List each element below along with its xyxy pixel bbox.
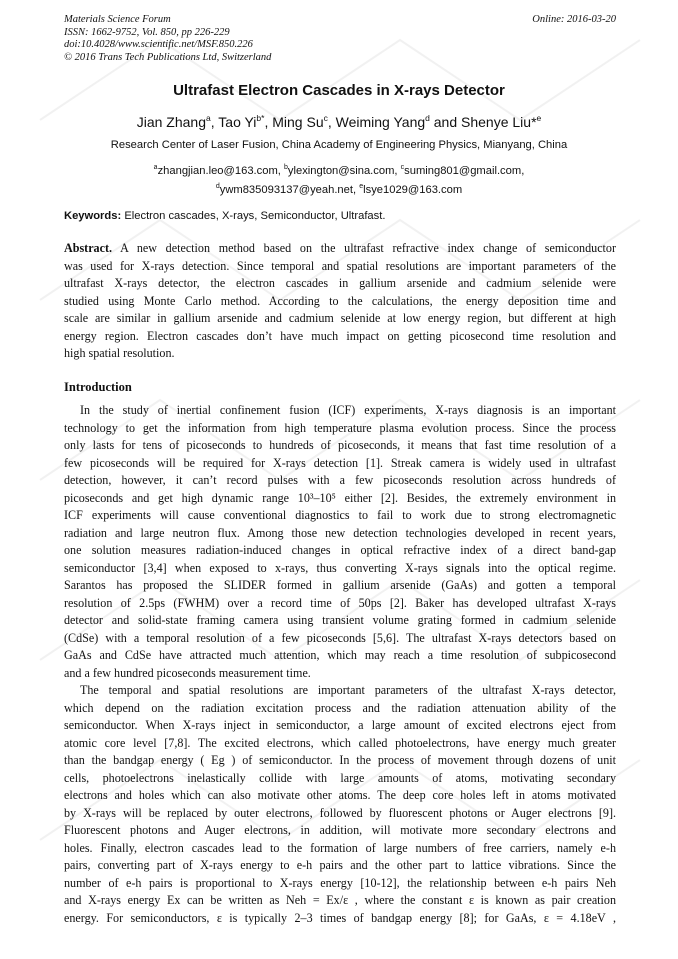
introduction-line: pairs, converting part of X-rays energy to e-h pairs and the other part to lattice vibrations. Since the: [64, 858, 616, 872]
journal-header: [64, 14, 271, 64]
introduction-line: ICF experiments will cause conventional diagnostics to fail to work due to strong electromagnetic: [64, 508, 616, 522]
author-mark: a: [206, 113, 211, 123]
introduction-line: cells, photoelectrons inelastically collide with large amounts of atoms, motivating secondary: [64, 770, 616, 785]
introduction-line: detector and solid-state framing camera using transient volume grating formed in cadmium selenide: [64, 613, 616, 627]
paper-title: Ultrafast Electron Cascades in X-rays Detector: [173, 82, 505, 99]
affiliation: Research Center of Laser Fusion, China Academy of Engineering Physics, Mianyang, China: [110, 139, 568, 151]
author-name: Tao Yi: [218, 114, 257, 130]
email-address[interactable]: zhangjian.leo@163.com: [157, 165, 278, 177]
introduction-line: semiconductor. When X-rays inject in semiconductor, a large amount of excited electrons eject from: [64, 718, 616, 732]
doi-line: doi:10.4028/www.scientific.net/MSF.850.226: [64, 39, 253, 50]
email-address[interactable]: ywm835093137@yeah.net: [219, 184, 353, 196]
introduction-line: energy. For semiconductors, ε is typically 2–3 times of bandgap energy [8]; for GaAs, ε = 4.18eV ,: [64, 910, 616, 925]
email-address[interactable]: ylexington@sina.com: [287, 165, 395, 177]
abstract-line: was used for X-rays detection. Since temporal and spatial resolutions are important parameters of the: [64, 258, 616, 273]
abstract-line: studied using Monte Carlo method. According to the calculations, the energy deposition time and: [64, 293, 616, 308]
introduction-line: technology to get the information from high temperature plasma evolution process. Since the process: [64, 420, 616, 435]
issn-line: ISSN: 1662-9752, Vol. 850, pp 226-229: [64, 26, 230, 38]
abstract: [64, 240, 616, 363]
abstract-line: scale are similar in gallium arsenide and cadmium selenide at low energy region, but different at high: [64, 311, 616, 325]
introduction-line: (CdSe) with a temporal resolution of a few picoseconds [5,6]. The ultrafast X-rays detectors based on: [64, 630, 616, 645]
introduction-line: only lasts for tens of picoseconds to hundreds of picoseconds, it means that fast time resolution of a: [64, 438, 616, 452]
introduction-body: [64, 402, 616, 927]
introduction-line: Fluorescent photons and Auger electrons, in addition, will motivate more secondary electrons and: [64, 823, 616, 837]
author-mark: e: [536, 113, 542, 123]
introduction-line: GaAs and CdSe have attracted much attention, which may reach a time resolution of subpicosecond: [64, 648, 616, 662]
email-mark: a: [153, 164, 158, 171]
abstract-line: high spatial resolution.: [64, 346, 175, 360]
email-mark: e: [359, 183, 364, 190]
introduction-line: few picoseconds will be required for X-rays detection [1]. Streak camera is widely used in ultrafast: [64, 455, 616, 470]
copyright-line: © 2016 Trans Tech Publications Ltd, Switzerland: [64, 51, 272, 63]
email-mark: b: [284, 164, 288, 171]
abstract-line: A new detection method based on the ultrafast refractive index change of semiconductor: [112, 241, 616, 255]
author-mark: c: [323, 113, 328, 123]
introduction-line: radiation and large neutron flux. Among those new detection technologies developed in recent years,: [64, 525, 616, 540]
online-date: Online: 2016-03-20: [532, 14, 616, 25]
author-name: Weiming Yang: [335, 114, 426, 130]
introduction-line: one solution measures radiation-induced changes in optical refractive index of a direct band-gap: [64, 543, 616, 557]
section-heading-introduction: Introduction: [64, 380, 132, 394]
journal-name: Materials Science Forum: [64, 14, 171, 25]
author-mark: d: [425, 113, 430, 123]
introduction-line: by X-rays will be replaced by outer electrons, followed by fluorescent photons or Auger electrons [9].: [64, 805, 616, 820]
email-list: $^a$zhangjian.leo@163.com, $^b$ylexington@sina.com, $^c$suming801@gmail.com, $^d$ywm835093137@yeah.net, $^e$lsye1029@163.com: [153, 164, 525, 196]
introduction-line: and X-rays energy Ex can be written as Neh = Ex/ε , where the constant ε is known as pair creation: [64, 893, 616, 907]
author-separator: and: [429, 114, 462, 130]
author-separator: ,: [264, 114, 273, 130]
author-list: [0, 113, 678, 130]
introduction-line: atomic core level [7,8]. The excited electrons, which called photoelectrons, have energy much greater: [64, 735, 616, 750]
introduction-line: than the bandgap energy ( Eg ) of semiconductor. In the process of movement through dozens of unit: [64, 753, 616, 767]
email-address[interactable]: lsye1029@163.com: [363, 184, 463, 196]
introduction-line: detection, however, it can’t record pulses with a few picoseconds resolution across hundreds of: [64, 473, 616, 487]
abstract-line: energy region. Electron cascades don’t have much impact on getting picosecond time resolution and: [64, 328, 616, 343]
email-mark: d: [215, 183, 220, 190]
introduction-line: number of e-h pairs is proportional to X-rays energy [10-12], the relationship between e-h pairs Neh: [64, 875, 616, 890]
introduction-line: picoseconds and get high dynamic range 10³–10⁵ either [2]. Besides, the extremely environment in: [64, 490, 616, 505]
introduction-line: electrons and holes which can also motivate other atoms. The deep core holes left in atoms motivated: [64, 788, 616, 802]
introduction-line: In the study of inertial confinement fusion (ICF) experiments, X-rays diagnosis is an important: [80, 403, 616, 417]
author-name: Ming Su: [272, 114, 324, 130]
author-name: Shenye Liu*: [461, 114, 537, 130]
introduction-line: holes. Finally, electron cascades lead to the formation of large numbers of free carriers, namely e-h: [64, 840, 616, 855]
introduction-line: which depend on the radiation excitation process and the radiation attenuation ability of the: [64, 700, 616, 715]
author-mark: b*: [256, 113, 265, 123]
keywords-text: Electron cascades, X-rays, Semiconductor, Ultrafast.: [124, 210, 386, 222]
keywords: [64, 210, 616, 222]
introduction-line: The temporal and spatial resolutions are important parameters of the ultrafast X-rays detector,: [80, 683, 616, 697]
introduction-line: Sarantos has proposed the SLIDER formed in gallium arsenide (GaAs) and gotten a temporal: [64, 578, 616, 592]
introduction-line: and a few hundred picoseconds measurement time.: [64, 665, 311, 680]
introduction-line: semiconductor [3,4] when exposed to x-rays, thus converting X-rays signals into the optical regime.: [64, 560, 616, 575]
email-address[interactable]: suming801@gmail.com: [404, 165, 522, 177]
author-separator: ,: [327, 114, 336, 130]
author-name: Jian Zhang: [136, 114, 207, 130]
email-mark: c: [400, 164, 405, 171]
author-separator: ,: [210, 114, 219, 130]
keywords-label: Keywords:: [64, 210, 122, 222]
abstract-label: Abstract.: [64, 241, 113, 255]
introduction-line: resolution of 2.5ps (FWHM) over a record time of 50ps [2]. Baker has developed ultrafast X-rays: [64, 595, 616, 610]
abstract-line: ultrafast X-rays detector, the electron cascades in gallium arsenide and cadmium selenide were: [64, 276, 616, 290]
